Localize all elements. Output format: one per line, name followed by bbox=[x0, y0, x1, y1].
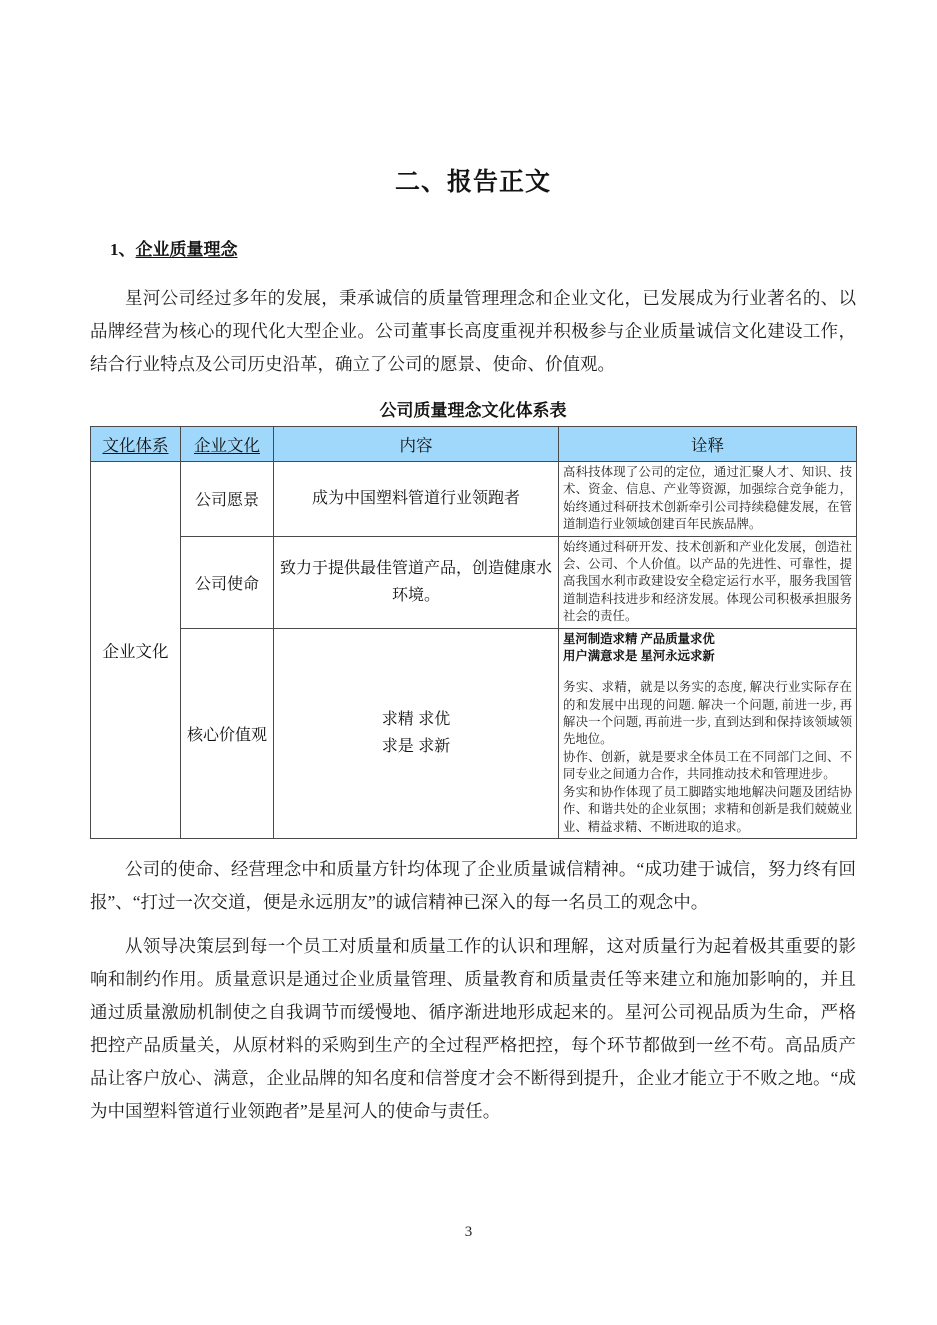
slogan-line-2: 用户满意求是 星河永远求新 bbox=[563, 649, 715, 664]
table-row bbox=[91, 536, 857, 628]
sub-heading bbox=[90, 198, 856, 260]
column-header-explanation bbox=[559, 427, 857, 462]
core-values-explanation-3: 务实和协作体现了员工脚踏实地地解决问题及团结协作、和谐共处的企业氛围；求精和创新是我们兢兢业业、精益求精、不断进取的追求。 bbox=[563, 784, 852, 834]
slogan-spacer bbox=[563, 666, 852, 679]
cell-content-vision: 成为中国塑料管道行业领跑者 bbox=[274, 462, 559, 537]
column-header-content bbox=[274, 427, 559, 462]
slogan-line-1: 星河制造求精 产品质量求优 bbox=[563, 631, 715, 646]
column-header-culture-label: 企业文化 bbox=[194, 437, 260, 455]
core-values-line-2: 求是 求新 bbox=[381, 738, 451, 756]
cell-explanation-vision: 高科技体现了公司的定位，通过汇聚人才、知识、技术、资金、信息、产业等资源，加强综合竞争能力，始终通过科研技术创新牵引公司持续稳健发展，在管道制造行业领域创建百年民族品牌。 bbox=[559, 462, 857, 537]
column-header-explanation-label: 诠释 bbox=[691, 437, 724, 455]
intro-paragraph: 星河公司经过多年的发展，秉承诚信的质量管理理念和企业文化，已发展成为行业著名的、以品牌经营为核心的现代化大型企业。公司董事长高度重视并积极参与企业质量诚信文化建设工作，结合行业特点及公司历史沿革，确立了公司的愿景、使命、价值观。 bbox=[90, 288, 856, 374]
column-header-content-label: 内容 bbox=[399, 437, 433, 455]
column-header-system-label: 文化体系 bbox=[102, 437, 169, 455]
table-row bbox=[91, 628, 857, 838]
paragraph-last: 从领导决策层到每一个员工对质量和质量工作的认识和理解，这对质量行为起着极其重要的影响和制约作用。质量意识是通过企业质量管理、质量教育和质量责任等来建立和施加影响的，并且通过质量激励机制使之自我调节而缓慢地、循序渐进地形成起来的。星河公司视品质为生命，严格把控产品质量关，从原材料的采购到生产的全过程严格把控，每个环节都做到一丝不苟。高品质产品让客户放心、满意，企业品牌的知名度和信誉度才会不断得到提升，企业才能立于不败之地。“成为中国塑料管道行业领跑者”是星河人的使命与责任。 bbox=[90, 935, 856, 1121]
cell-culture-mission: 公司使命 bbox=[181, 536, 274, 628]
page-title: 二、报告正文 bbox=[394, 168, 551, 196]
cell-content-core-values bbox=[274, 628, 559, 838]
column-header-culture bbox=[181, 427, 274, 462]
table-header-row bbox=[91, 427, 857, 462]
column-header-system bbox=[91, 427, 181, 462]
cell-culture-vision: 公司愿景 bbox=[181, 462, 274, 537]
core-values-explanation-2: 协作、创新，就是要求全体员工在不同部门之间、不同专业之间通力合作，共同推动技术和管理进步。 bbox=[563, 749, 852, 782]
table-caption: 公司质量理念文化体系表 bbox=[379, 401, 567, 420]
paragraph-after-table: 公司的使命、经营理念中和质量方针均体现了企业质量诚信精神。“成功建于诚信，努力终有回报”、“打过一次交道，便是永远朋友”的诚信精神已深入的每一名员工的观念中。 bbox=[90, 858, 856, 912]
core-values-explanation-1: 务实、求精，就是以务实的态度, 解决行业实际存在的和发展中出现的问题. 解决一个问题, 前进一步, 再解决一个问题, 再前进一步, 直到达到和保持该领域领先地位。 bbox=[563, 680, 852, 747]
sub-heading-number: 1、 bbox=[110, 240, 136, 259]
page-content bbox=[90, 0, 856, 1128]
cell-culture-system: 企业文化 bbox=[91, 462, 181, 839]
culture-system-table bbox=[90, 426, 857, 839]
cell-culture-core-values: 核心价值观 bbox=[181, 628, 274, 838]
table-row bbox=[91, 462, 857, 537]
page-number: 3 bbox=[464, 1224, 473, 1240]
cell-explanation-mission: 始终通过科研开发、技术创新和产业化发展，创造社会、公司、个人价值。以产品的先进性、可靠性，提高我国水利市政建设安全稳定运行水平，服务我国管道制造科技进步和经济发展。体现公司积极承担服务社会的责任。 bbox=[559, 536, 857, 628]
sub-heading-label: 企业质量理念 bbox=[135, 240, 238, 259]
core-values-line-1: 求精 求优 bbox=[381, 711, 451, 729]
cell-explanation-core-values bbox=[559, 628, 857, 838]
cell-content-mission: 致力于提供最佳管道产品，创造健康水环境。 bbox=[274, 536, 559, 628]
